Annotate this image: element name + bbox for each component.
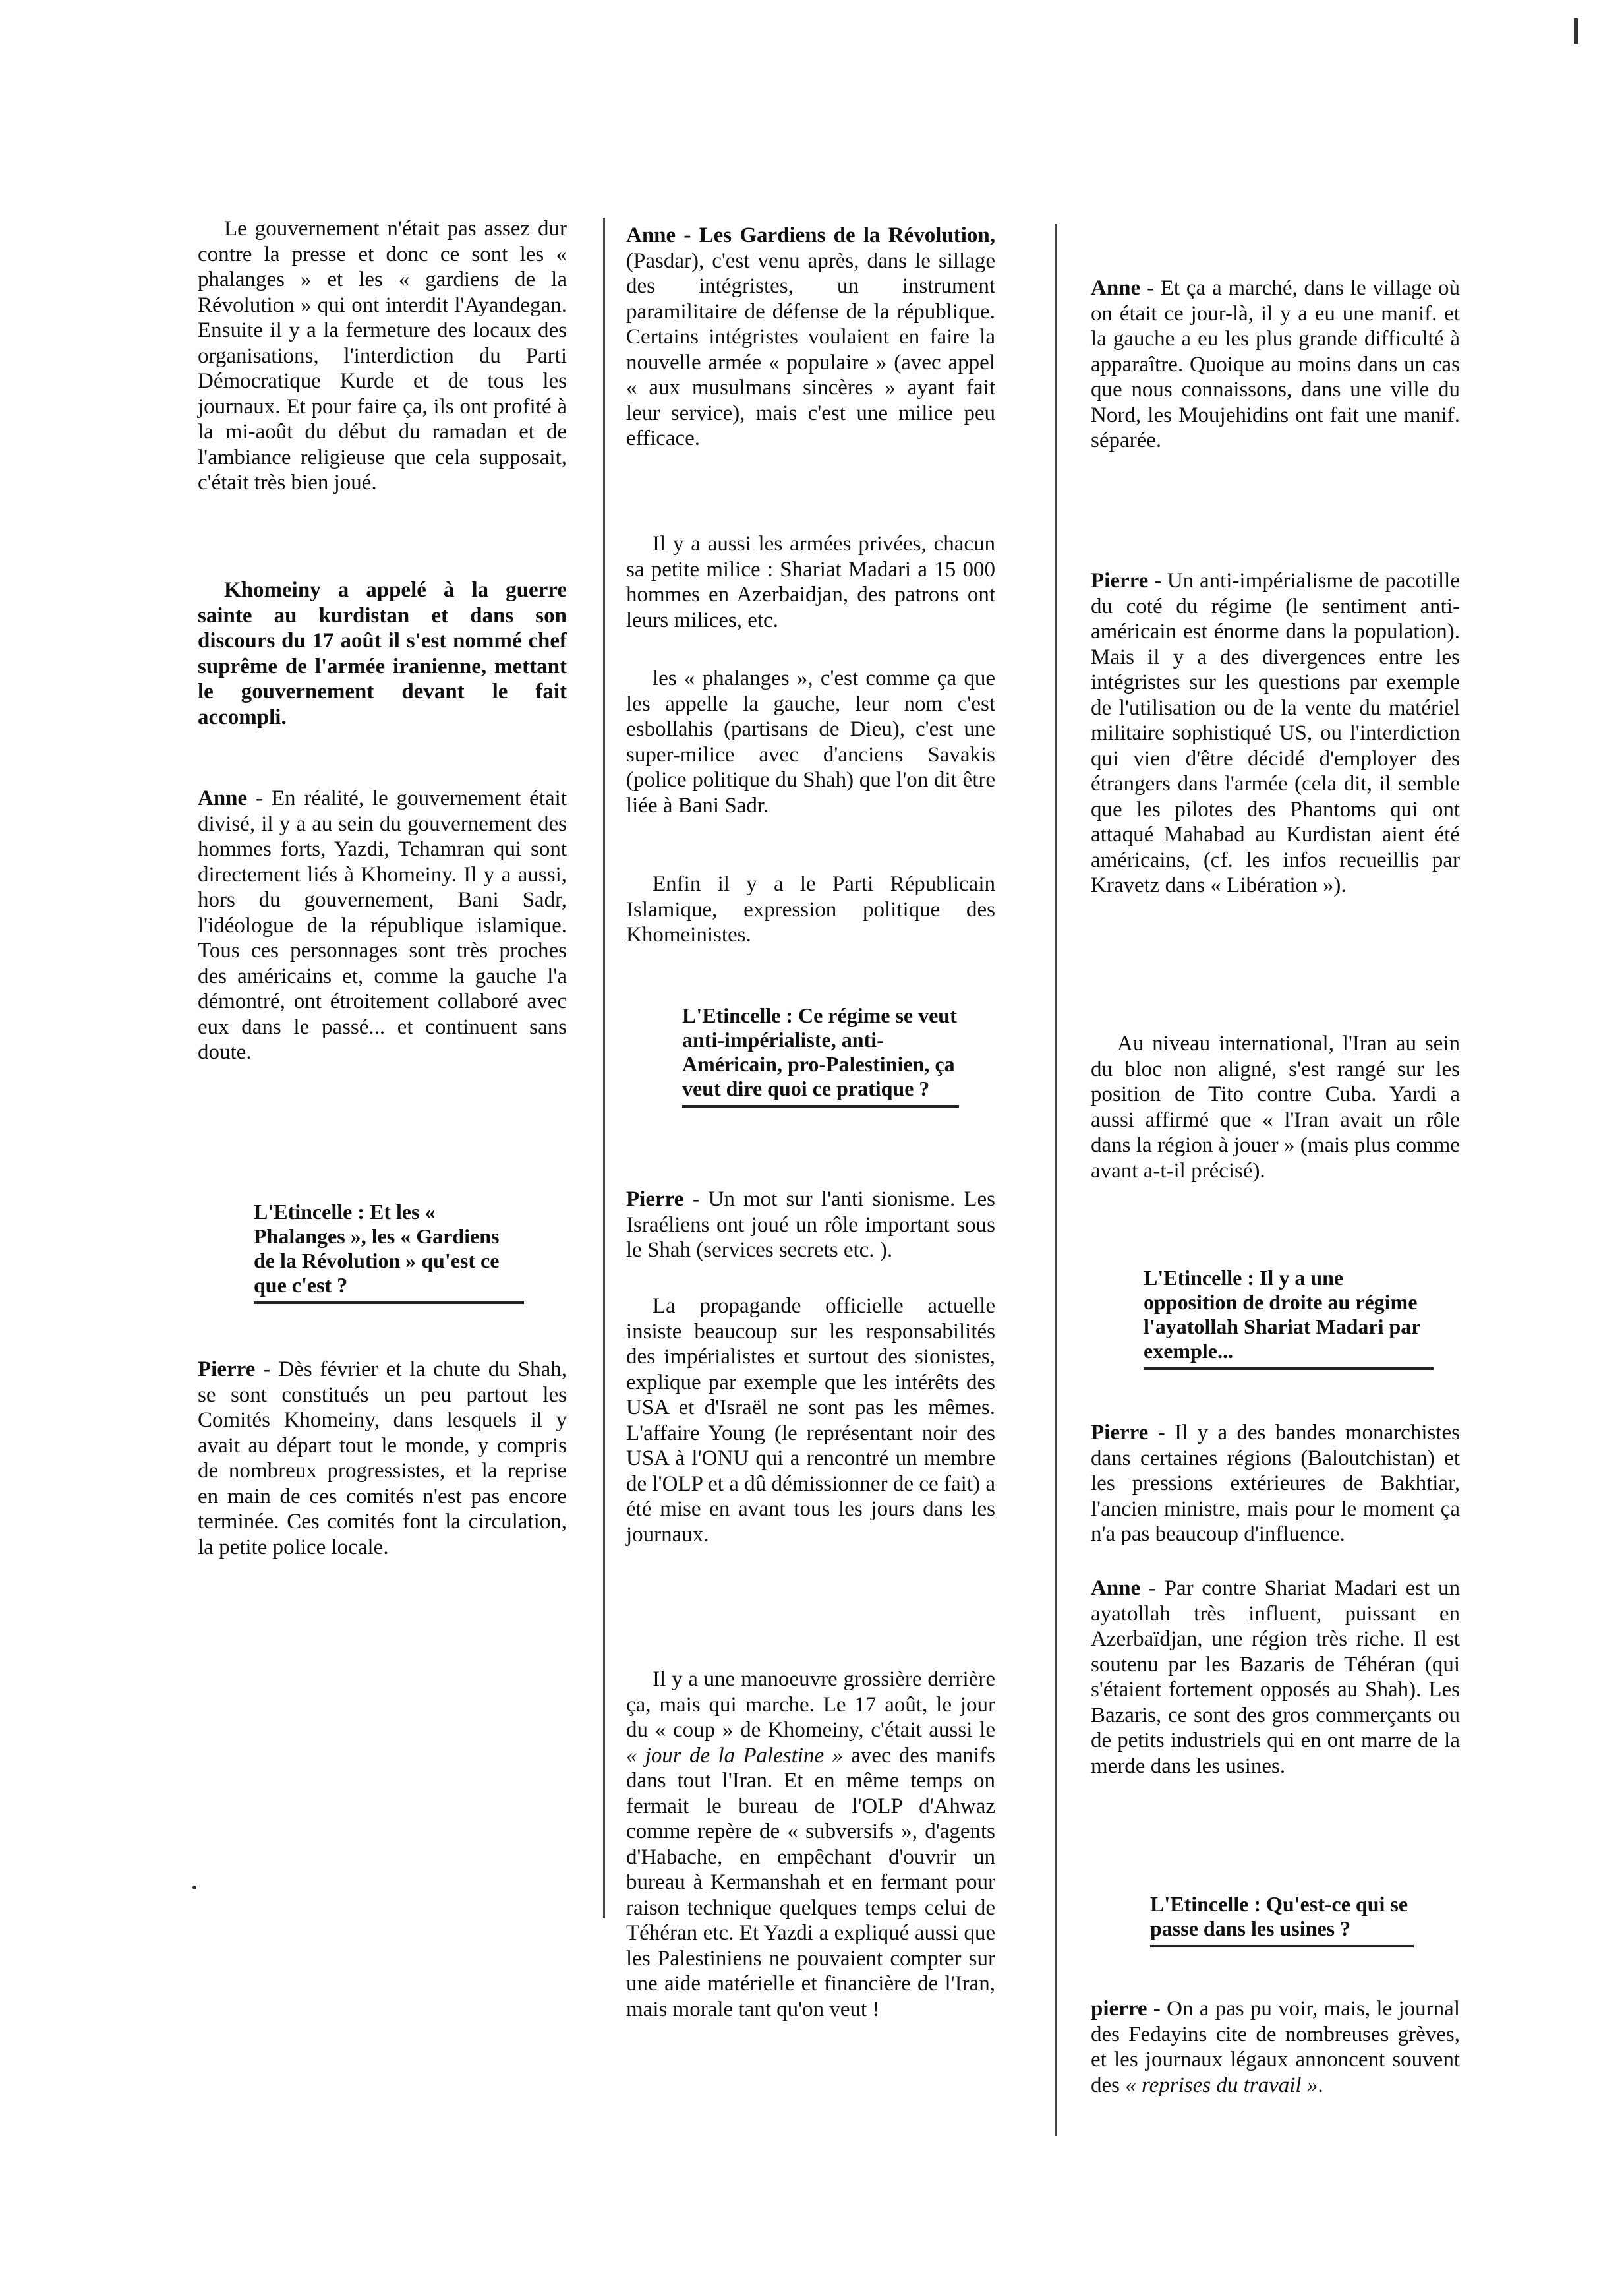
- paragraph: La propagande officielle actuelle insiste beaucoup sur les responsabilités des impérialistes et surtout des sionistes, explique par exemple que les intérêts des USA et d'Israël ne sont pas les mêmes. L'affaire Young (le représentant noir des USA à l'ONU qui a rencontré un membre de l'OLP et a dû démissionner de ce fait) a été mise en avant tous les jours dans les journaux.: [626, 1294, 995, 1547]
- paragraph: Il y a aussi les armées privées, chacun sa petite milice : Shariat Madari a 15 000 hommes en Azerbaidjan, des patrons ont leurs milices, etc.: [626, 532, 995, 632]
- speaker-name: Anne: [1091, 1576, 1141, 1600]
- speaker-name: Pierre: [626, 1187, 684, 1211]
- separator: -: [1147, 1997, 1167, 2021]
- margin-dot-left: [192, 1886, 196, 1889]
- separator: -: [247, 787, 272, 810]
- paragraph-text: Par contre Shariat Madari est un ayatollah très influent, puissant en Azerbaïdjan, une région très riche. Il est soutenu par les Bazaris de Téhéran (qui s'étaient fortement opposés au Shah). Les Bazaris, ce sont des gros commerçants ou de petits industriels qui en ont marre de la merde dans les usines.: [1091, 1576, 1460, 1778]
- paragraph: les « phalanges », c'est comme ça que les appelle la gauche, leur nom c'est esbollahis (partisans de Dieu), c'est une super-milice avec d'anciens Savakis (police politique du Shah) que l'on dit être liée à Bani Sadr.: [626, 667, 995, 818]
- paragraph: Le gouvernement n'était pas assez dur contre la presse et donc ce sont les « phalanges » et les « gardiens de la Révolution » qui ont interdit l'Ayandegan. Ensuite il y a la fermeture des locaux des organisations, l'interdiction du Parti Démocratique Kurde et de tous les journaux. Et pour faire ça, ils ont profité à la mi-août du début du ramadan et de l'ambiance religieuse que cela supposait, c'était très bien joué.: [198, 217, 567, 494]
- separator: -: [1148, 1421, 1175, 1444]
- paragraph-text: Un mot sur l'anti sionisme. Les Israéliens ont joué un rôle important sous le Shah (services secrets etc. ).: [626, 1187, 995, 1262]
- question-rule: [682, 1105, 959, 1108]
- paragraph-text: Il y a une manoeuvre grossière derrière ça, mais qui marche. Le 17 août, le jour du « coup » de Khomeiny, c'était aussi le: [626, 1667, 995, 1742]
- paragraph: [626, 1187, 995, 1263]
- paragraph: [1091, 1420, 1460, 1547]
- paragraph: [1091, 1576, 1460, 1779]
- paragraph: Enfin il y a le Parti Républicain Islamique, expression politique des Khomeinistes.: [626, 872, 995, 947]
- speaker-name: pierre: [1091, 1997, 1147, 2021]
- separator: -: [255, 1357, 279, 1381]
- separator: -: [683, 1187, 709, 1211]
- paragraph: [626, 1667, 995, 2022]
- paragraph: Khomeiny a appelé à la guerre sainte au kurdistan et dans son discours du 17 août il s'est nommé chef suprême de l'armée iranienne, mettant le gouvernement devant le fait accompli.: [198, 578, 567, 729]
- paragraph-text: Un anti-impérialisme de pacotille du coté du régime (le sentiment anti-américain est énorme dans la population). Mais il y a des divergences entre les intégristes sur les questions par exemple de l'utilisation ou de la vente du matériel militaire sophistiqué US, ou l'interdiction qui vien d'être décidé d'employer des étrangers dans l'armée (cela dit, il semble que les pilotes des Phantoms qui ont attaqué Mahabad au Kurdistan aient été américains, (cf. les infos recueillis par Kravetz dans « Libération »).: [1091, 569, 1460, 897]
- paragraph-text: (Pasdar), c'est venu après, dans le sillage des intégristes, un instrument paramilitaire de défense de la république. Certains intégristes voulaient en faire la nouvelle armée « populaire » (avec appel « aux musulmans sincères » ayant fait leur service), mais c'est une milice peu efficace.: [626, 249, 995, 450]
- speaker-name: Pierre: [198, 1357, 256, 1381]
- paragraph: [198, 786, 567, 1065]
- italic-phrase: « jour de la Palestine »: [626, 1743, 843, 1768]
- speaker-name: Anne: [1091, 276, 1141, 300]
- question-text: L'Etincelle : Ce régime se veut anti-impérialiste, anti-Américain, pro-Palestinien, ça veut dire quoi ce pratique ?: [682, 1003, 957, 1100]
- separator: -: [1140, 1576, 1165, 1600]
- paragraph-text-continued: avec des manifs dans tout l'Iran. Et en même temps on fermait le bureau de l'OLP d'Ahwaz comme repère de « subversifs », d'agents d'Habache, en empêchant d'ouvrir un bureau à Kermanshah et en fermant pour raison technique quelques temps celui de Téhéran etc. Et Yazdi a expliqué aussi que les Palestiniens ne pouvaient compter sur une aide matérielle et financière de l'Iran, mais morale tant qu'on veut !: [626, 1743, 995, 2021]
- question-text: L'Etincelle : Il y a une opposition de droite au régime l'ayatollah Shariat Madari par exemple...: [1144, 1266, 1420, 1363]
- question-text: L'Etincelle : Et les « Phalanges », les « Gardiens de la Révolution » qu'est ce que c'est ?: [254, 1200, 500, 1297]
- interview-question: [682, 1003, 959, 1108]
- paragraph-text: Dès février et la chute du Shah, se sont constitués un peu partout les Comités Khomeiny, dans lesquels il y avait au départ tout le monde, y compris de nombreux progressistes, et la reprise en main de ces comités n'est pas encore terminée. Ces comités font la circulation, la petite police locale.: [198, 1357, 567, 1559]
- paragraph-lead: Les Gardiens de la Révolution,: [699, 223, 995, 247]
- column-divider-2: [1055, 224, 1057, 2136]
- question-rule: [1150, 1945, 1414, 1947]
- question-rule: [1144, 1367, 1434, 1370]
- interview-question: [1150, 1892, 1414, 1947]
- paragraph: [1091, 276, 1460, 454]
- paragraph-text-continued: .: [1318, 2073, 1323, 2097]
- paragraph-text: On a pas pu voir, mais, le journal des Fedayins cite de nombreuses grèves, et les journaux légaux annoncent souvent des: [1091, 1997, 1460, 2097]
- paragraph: [198, 1357, 567, 1560]
- paragraph: Au niveau international, l'Iran au sein du bloc non aligné, s'est rangé sur les position de Tito contre Cuba. Yardi a aussi affirmé que « l'Iran avait un rôle dans la région à jouer » (mais plus comme avant a-t-il précisé).: [1091, 1032, 1460, 1183]
- paragraph-text: Il y a des bandes monarchistes dans certaines régions (Baloutchistan) et les pressions extérieures de Bakhtiar, l'ancien ministre, mais pour le moment ça n'a pas beaucoup d'influence.: [1091, 1421, 1460, 1546]
- interview-question: [254, 1200, 524, 1304]
- speaker-name: Anne: [626, 223, 676, 247]
- speaker-name: Pierre: [1091, 569, 1149, 593]
- paragraph-text: En réalité, le gouvernement était divisé, il y a au sein du gouvernement des hommes forts, Yazdi, Tchamran qui sont directement liés à Khomeiny. Il y a aussi, hors du gouvernement, Bani Sadr, l'idéologue de la république islamique. Tous ces personnages sont très proches des américains et, comme la gauche l'a démontré, ont étroitement collaboré avec eux dans le passé... et continuent sans doute.: [198, 787, 567, 1064]
- paragraph: [1091, 568, 1460, 899]
- speaker-name: Anne: [198, 787, 248, 810]
- separator: -: [1140, 276, 1161, 300]
- paragraph-text: Et ça a marché, dans le village où on était ce jour-là, il y a eu une manif. et la gauche a eu les plus grande difficulté à apparaître. Quoique au moins dans un cas que nous connaissons, dans une ville du Nord, les Moujehidins ont fait une manif. séparée.: [1091, 276, 1460, 452]
- column-divider-1: [603, 218, 605, 1918]
- italic-phrase: « reprises du travail »: [1125, 2073, 1318, 2097]
- speaker-name: Pierre: [1091, 1421, 1149, 1444]
- paragraph: [1091, 1996, 1460, 2098]
- question-text: L'Etincelle : Qu'est-ce qui se passe dans les usines ?: [1150, 1892, 1408, 1940]
- separator: -: [1148, 569, 1167, 593]
- separator: -: [676, 223, 699, 247]
- question-rule: [254, 1301, 524, 1304]
- margin-mark-top-right: [1574, 18, 1578, 44]
- interview-question: [1144, 1266, 1434, 1370]
- paragraph: [626, 223, 995, 452]
